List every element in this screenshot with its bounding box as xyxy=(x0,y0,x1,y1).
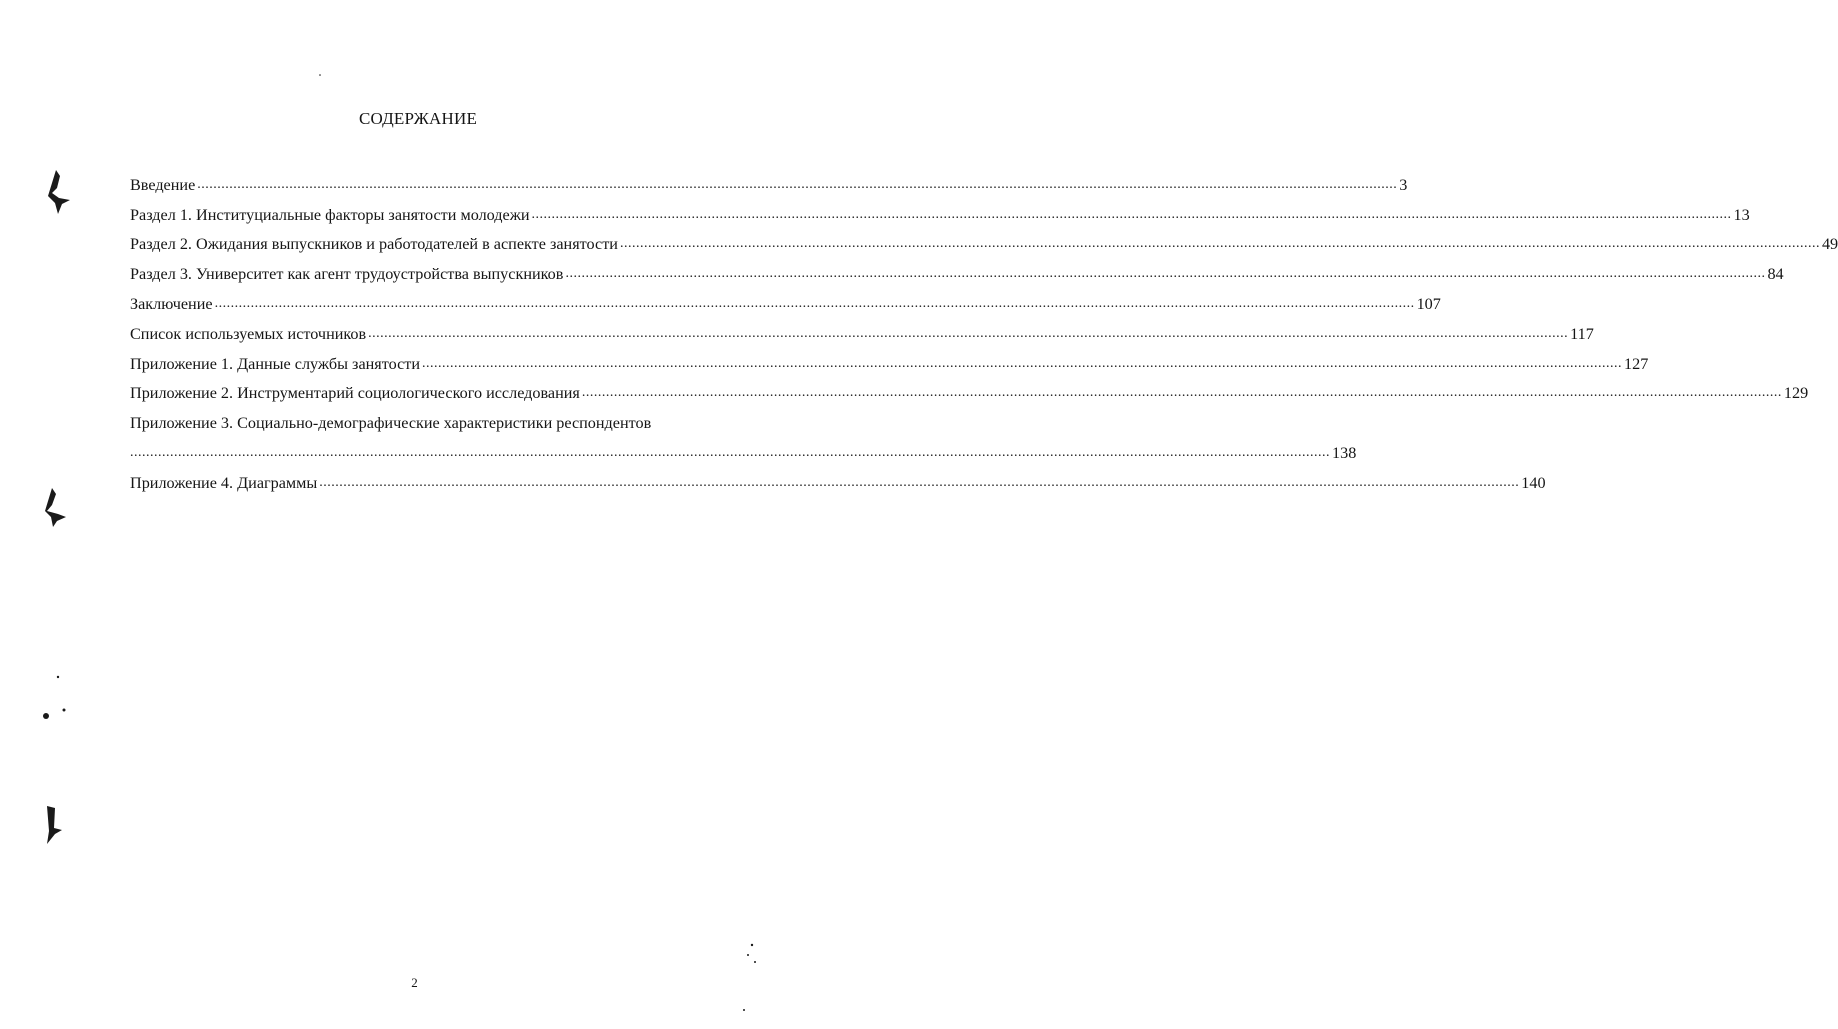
toc-entry-page: 3 xyxy=(1399,175,1408,194)
toc-entry-page: 84 xyxy=(1767,265,1784,284)
toc-entry-label: Раздел 2. Ожидания выпускников и работодателей в аспекте занятости xyxy=(130,235,618,254)
toc-leader-dots: ............................................................................................................................................................................................................................................................................................................ xyxy=(197,176,1398,192)
toc-entry-label: Приложение 1. Данные службы занятости xyxy=(130,354,421,373)
toc-entry-label: Заключение xyxy=(130,295,213,314)
toc-entry-label: Раздел 1. Институциальные факторы занятости молодежи xyxy=(130,205,530,224)
toc-entry-page: 49 xyxy=(1821,235,1838,254)
toc-entry-label: Приложение 3. Социально-демографические характеристики респондентов xyxy=(130,414,652,433)
toc-leader-dots: ............................................................................................................................................................................................................................................................................................................ xyxy=(581,385,1782,401)
toc-leader-dots: ............................................................................................................................................................................................................................................................................................................ xyxy=(214,296,1415,312)
toc-entry-page: 140 xyxy=(1521,473,1546,492)
toc-entry-page: 127 xyxy=(1624,354,1649,373)
toc-entry-label: Приложение 4. Диаграммы xyxy=(130,473,318,492)
toc-leader-dots: ............................................................................................................................................................................................................................................................................................................ xyxy=(619,236,1820,252)
toc-leader-dots: ............................................................................................................................................................................................................................................................................................................ xyxy=(565,266,1766,282)
toc-leader-dots: ............................................................................................................................................................................................................................................................................................................ xyxy=(368,325,1569,341)
toc-entry-page: 13 xyxy=(1733,205,1750,224)
toc-entry-label: Введение xyxy=(130,175,196,194)
toc-entry-label: Список используемых источников xyxy=(130,324,367,343)
toc-entry-label: Раздел 3. Университет как агент трудоустройства выпускников xyxy=(130,265,564,284)
toc-entry-page: 107 xyxy=(1416,295,1441,314)
page-number: 2 xyxy=(411,975,418,990)
toc-leader-dots: ............................................................................................................................................................................................................................................................................................................ xyxy=(531,206,1732,222)
toc-leader-dots: ............................................................................................................................................................................................................................................................................................................ xyxy=(130,445,1330,461)
document-title: СОДЕРЖАНИЕ xyxy=(358,109,478,128)
toc-leader-dots: ............................................................................................................................................................................................................................................................................................................ xyxy=(422,355,1623,371)
scan-artifacts xyxy=(0,0,799,1029)
toc-entry-label: Приложение 2. Инструментарий социологического исследования xyxy=(130,384,580,403)
toc-entry-page: 117 xyxy=(1570,324,1594,343)
toc-entry-page: 129 xyxy=(1783,384,1809,403)
toc-leader-dots: ............................................................................................................................................................................................................................................................................................................ xyxy=(319,474,1520,490)
toc-entry-page: 138 xyxy=(1332,444,1357,463)
